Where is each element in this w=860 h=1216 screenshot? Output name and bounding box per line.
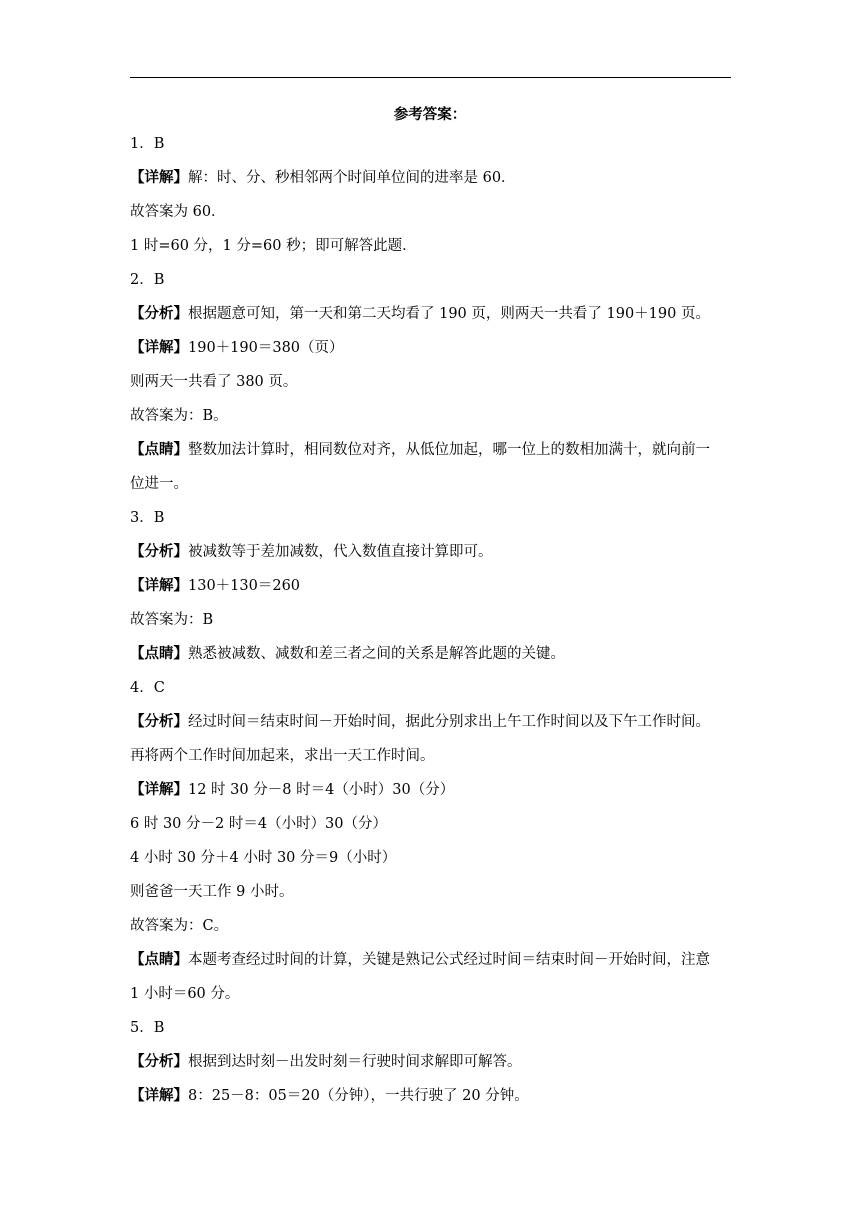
- answer-line: [130, 164, 734, 198]
- answer-line: [130, 402, 734, 436]
- answer-line: [130, 538, 734, 572]
- answer-line: [130, 300, 734, 334]
- line-text: 整数加法计算时，相同数位对齐，从低位加起，哪一位上的数相加满十，就向前一: [188, 442, 710, 458]
- line-text: 190＋190＝380（页）: [188, 340, 344, 356]
- line-text: 根据题意可知，第一天和第二天均看了 190 页，则两天一共看了 190＋190 页。: [188, 306, 710, 322]
- answer-line: [130, 742, 734, 776]
- answer-line: [130, 980, 734, 1014]
- line-text: 12 时 30 分－8 时＝4（小时）30（分）: [188, 782, 455, 798]
- section-tag: 【详解】: [130, 1087, 188, 1104]
- line-text: 位进一。: [130, 476, 188, 492]
- section-tag: 【详解】: [130, 577, 188, 594]
- line-text: 4．C: [130, 680, 165, 696]
- section-tag: 【分析】: [130, 713, 188, 730]
- line-text: 本题考查经过时间的计算，关键是熟记公式经过时间＝结束时间－开始时间，注意: [188, 952, 710, 968]
- answer-line: [130, 674, 734, 708]
- page-title: 参考答案：: [393, 106, 467, 123]
- section-tag: 【详解】: [130, 339, 188, 356]
- line-text: 4 小时 30 分＋4 小时 30 分＝9（小时）: [130, 850, 397, 866]
- line-text: 1 小时＝60 分。: [130, 986, 240, 1002]
- line-text: 经过时间＝结束时间－开始时间，据此分别求出上午工作时间以及下午工作时间。: [188, 714, 710, 730]
- line-text: 熟悉被减数、减数和差三者之间的关系是解答此题的关键。: [188, 646, 565, 662]
- answer-body: [130, 130, 734, 1116]
- section-tag: 【点睛】: [130, 645, 188, 662]
- line-text: 被减数等于差加减数，代入数值直接计算即可。: [188, 544, 493, 560]
- line-text: 故答案为 60．: [130, 204, 226, 220]
- answer-line: [130, 640, 734, 674]
- line-text: 根据到达时刻－出发时刻＝行驶时间求解即可解答。: [188, 1054, 522, 1070]
- section-tag: 【分析】: [130, 305, 188, 322]
- answer-line: [130, 266, 734, 300]
- header-rule: [130, 77, 731, 78]
- answer-line: [130, 844, 734, 878]
- line-text: 解：时、分、秒相邻两个时间单位间的进率是 60．: [188, 170, 516, 186]
- section-tag: 【详解】: [130, 169, 188, 186]
- answer-line: [130, 572, 734, 606]
- answer-line: [130, 912, 734, 946]
- line-text: 8：25－8：05＝20（分钟），一共行驶了 20 分钟。: [188, 1088, 529, 1104]
- answer-line: [130, 198, 734, 232]
- answer-line: [130, 606, 734, 640]
- answer-line: [130, 946, 734, 980]
- answer-line: [130, 1082, 734, 1116]
- line-text: 130＋130＝260: [188, 578, 301, 594]
- line-text: 2．B: [130, 272, 165, 288]
- answer-line: [130, 130, 734, 164]
- answer-line: [130, 810, 734, 844]
- answer-line: [130, 232, 734, 266]
- line-text: 6 时 30 分－2 时＝4（小时）30（分）: [130, 816, 388, 832]
- line-text: 故答案为：B: [130, 612, 214, 628]
- line-text: 则爸爸一天工作 9 小时。: [130, 884, 294, 900]
- line-text: 再将两个工作时间加起来，求出一天工作时间。: [130, 748, 435, 764]
- section-tag: 【分析】: [130, 1053, 188, 1070]
- line-text: 故答案为：B。: [130, 408, 228, 424]
- section-tag: 【分析】: [130, 543, 188, 560]
- line-text: 5．B: [130, 1020, 165, 1036]
- line-text: 1 时=60 分，1 分=60 秒；即可解答此题．: [130, 238, 417, 254]
- answer-line: [130, 334, 734, 368]
- answer-line: [130, 878, 734, 912]
- answer-line: [130, 1048, 734, 1082]
- answer-line: [130, 776, 734, 810]
- line-text: 则两天一共看了 380 页。: [130, 374, 298, 390]
- answer-line: [130, 368, 734, 402]
- section-tag: 【点睛】: [130, 441, 188, 458]
- answer-line: [130, 504, 734, 538]
- answer-line: [130, 436, 734, 470]
- line-text: 3．B: [130, 510, 165, 526]
- section-tag: 【详解】: [130, 781, 188, 798]
- line-text: 故答案为：C。: [130, 918, 229, 934]
- answer-line: [130, 708, 734, 742]
- answer-line: [130, 470, 734, 504]
- answer-line: [130, 1014, 734, 1048]
- line-text: 1．B: [130, 136, 165, 152]
- section-tag: 【点睛】: [130, 951, 188, 968]
